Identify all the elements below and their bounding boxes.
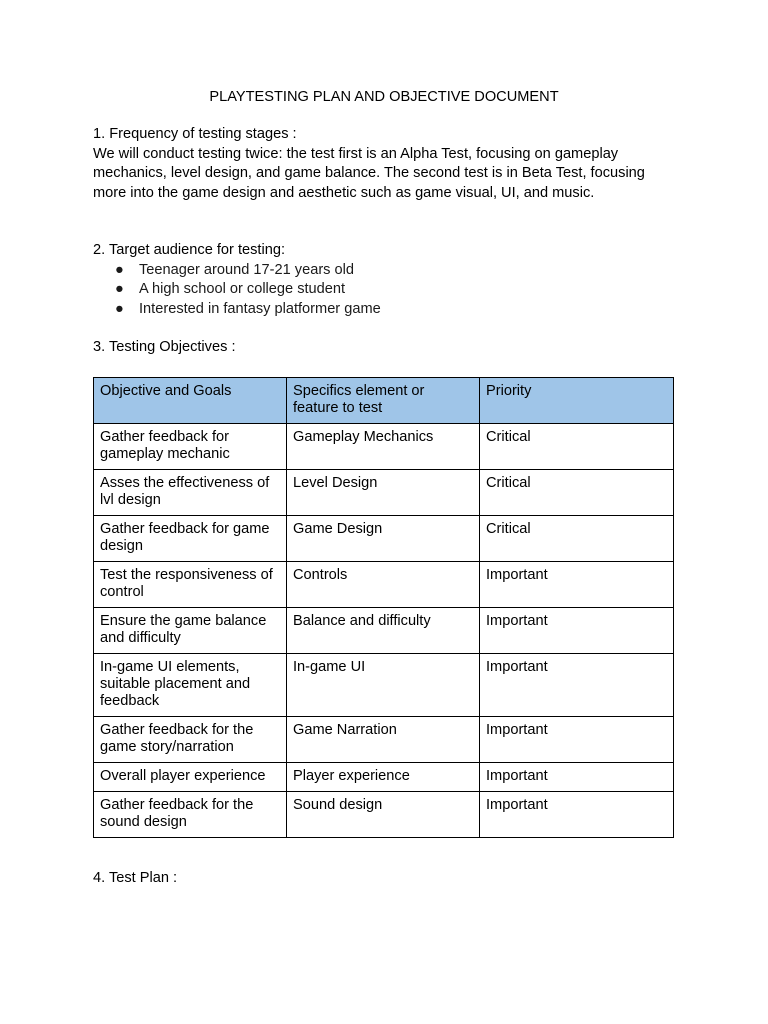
objective-cell: Gather feedback for the sound design [94, 792, 287, 838]
audience-bullet-item [93, 280, 673, 300]
bullet-icon: ● [115, 281, 124, 297]
priority-cell: Important [480, 717, 674, 763]
section-frequency-body: We will conduct testing twice: the test first is an Alpha Test, focusing on gameplay mechanics, level design, and game balance. The second test is in Beta Test, focusing more into the game design and aesthetic such as game visual, UI, and music. [93, 145, 645, 201]
table-row [94, 608, 674, 654]
section-frequency [93, 125, 673, 203]
audience-bullet-item [93, 261, 673, 281]
objective-cell: Test the responsiveness of control [94, 562, 287, 608]
objective-cell: Ensure the game balance and difficulty [94, 608, 287, 654]
audience-bullet-item [93, 300, 673, 320]
feature-cell: Sound design [287, 792, 480, 838]
section-testing-objectives-heading: 3. Testing Objectives : [93, 339, 236, 355]
section-target-audience [93, 241, 673, 319]
table-row [94, 516, 674, 562]
table-header-row [94, 378, 674, 424]
objective-cell: In-game UI elements, suitable placement and feedback [94, 654, 287, 717]
section-target-audience-heading: 2. Target audience for testing: [93, 242, 286, 258]
audience-bullet-text: Teenager around 17-21 years old [139, 261, 355, 278]
page-title: PLAYTESTING PLAN AND OBJECTIVE DOCUMENT [209, 89, 559, 105]
feature-cell: Gameplay Mechanics [287, 424, 480, 470]
table-row [94, 717, 674, 763]
feature-cell: Game Narration [287, 717, 480, 763]
table-row [94, 470, 674, 516]
priority-cell: Important [480, 562, 674, 608]
priority-cell: Critical [480, 424, 674, 470]
table-header-cell: Priority [480, 378, 674, 424]
table-header-cell: Specifics element or feature to test [287, 378, 480, 424]
priority-cell: Important [480, 792, 674, 838]
feature-cell: In-game UI [287, 654, 480, 717]
priority-cell: Important [480, 763, 674, 792]
objective-cell: Gather feedback for the game story/narration [94, 717, 287, 763]
audience-bullet-list [93, 261, 673, 320]
section-frequency-heading: 1. Frequency of testing stages : [93, 126, 297, 142]
feature-cell: Balance and difficulty [287, 608, 480, 654]
table-row [94, 424, 674, 470]
objective-cell: Gather feedback for game design [94, 516, 287, 562]
table-row [94, 654, 674, 717]
priority-cell: Important [480, 608, 674, 654]
priority-cell: Critical [480, 516, 674, 562]
audience-bullet-text: A high school or college student [139, 281, 346, 297]
bullet-icon: ● [115, 300, 124, 317]
objective-cell: Gather feedback for gameplay mechanic [94, 424, 287, 470]
objective-cell: Overall player experience [94, 763, 287, 792]
feature-cell: Player experience [287, 763, 480, 792]
table-row [94, 763, 674, 792]
feature-cell: Controls [287, 562, 480, 608]
bullet-icon: ● [115, 261, 124, 278]
table-row [94, 562, 674, 608]
table-header-cell: Objective and Goals [94, 378, 287, 424]
section-test-plan [93, 869, 673, 889]
feature-cell: Game Design [287, 516, 480, 562]
priority-cell: Important [480, 654, 674, 717]
section-testing-objectives [93, 338, 673, 358]
table-row [94, 792, 674, 838]
objective-cell: Asses the effectiveness of lvl design [94, 470, 287, 516]
audience-bullet-text: Interested in fantasy platformer game [139, 300, 381, 317]
section-test-plan-heading: 4. Test Plan : [93, 870, 178, 886]
priority-cell: Critical [480, 470, 674, 516]
feature-cell: Level Design [287, 470, 480, 516]
objectives-table [93, 377, 674, 838]
